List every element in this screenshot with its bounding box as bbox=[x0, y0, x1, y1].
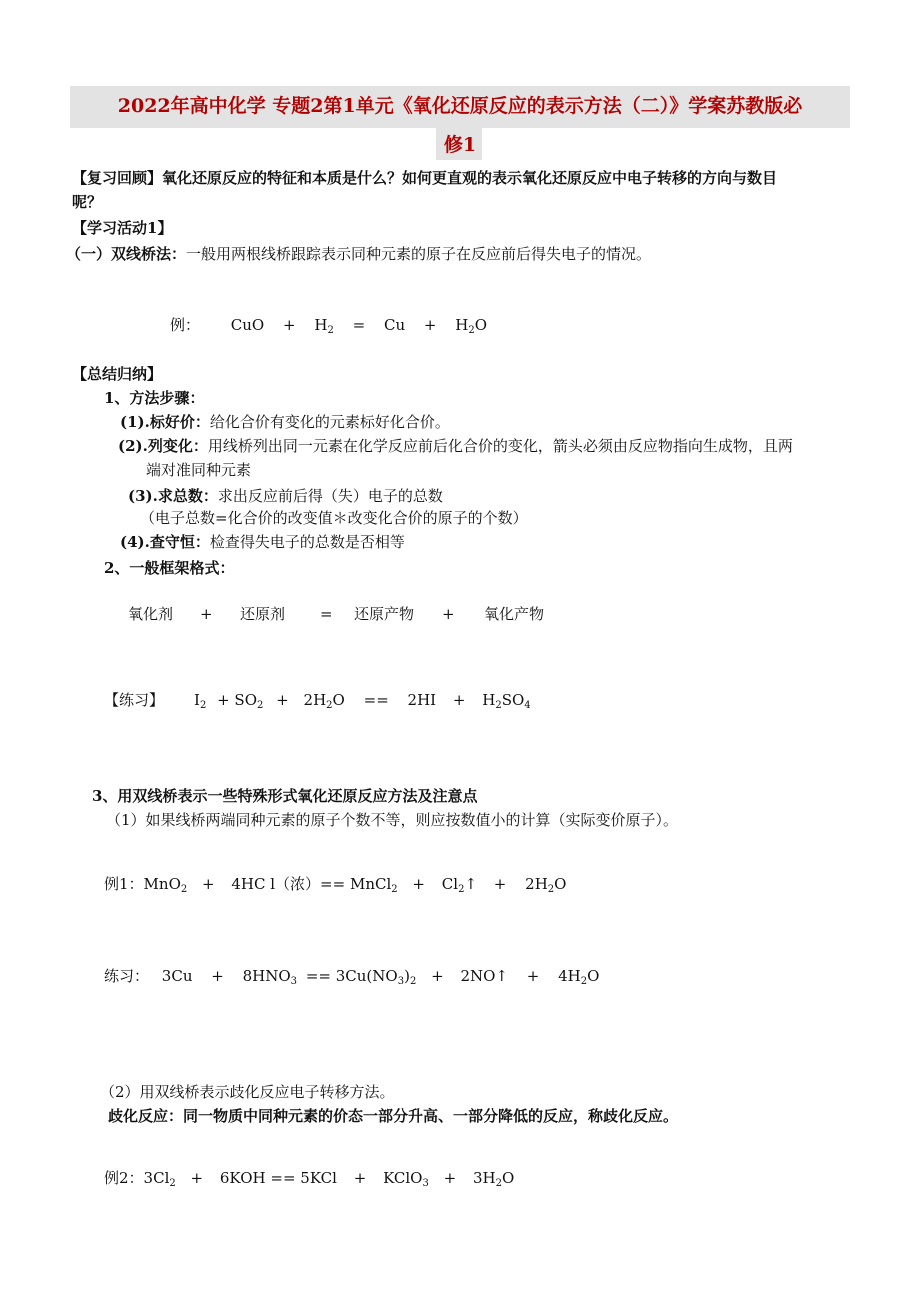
framework-oxidant: 氧化剂 bbox=[128, 605, 174, 623]
framework-plus: + bbox=[442, 605, 455, 623]
eq-term: 3H bbox=[472, 1169, 496, 1187]
example-prefix: 例： bbox=[170, 316, 201, 334]
eq-subscript: 2 bbox=[180, 884, 188, 895]
step-3 bbox=[128, 486, 443, 506]
step-3-label: (3).求总数： bbox=[128, 487, 218, 505]
eq-op: + bbox=[283, 316, 296, 334]
practice-prefix: 练习： bbox=[104, 967, 150, 985]
review-label: 【复习回顾】 bbox=[72, 169, 163, 187]
section-3-point-1: （1）如果线桥两端同种元素的原子个数不等，则应按数值小的计算（实际变价原子）。 bbox=[106, 811, 679, 829]
example-prefix: 例1： bbox=[104, 875, 144, 893]
section-3-title: 3、用双线桥表示一些特殊形式氧化还原反应方法及注意点 bbox=[92, 787, 478, 805]
method-label: （一）双线桥法： bbox=[66, 245, 187, 263]
example-prefix: 例2： bbox=[104, 1169, 144, 1187]
example-cuo-equation bbox=[170, 315, 487, 335]
page-title: 2022年高中化学 专题2第1单元《氧化还原反应的表示方法（二）》学案苏教版必 bbox=[117, 95, 803, 117]
eq-subscript: 2 bbox=[199, 700, 207, 711]
step-4-label: (4).查守恒： bbox=[120, 533, 210, 551]
steps-title: 1、方法步骤： bbox=[104, 389, 205, 407]
eq-term: O bbox=[501, 1169, 515, 1187]
eq-op: + bbox=[190, 1169, 204, 1187]
example-2-equation bbox=[104, 1168, 514, 1188]
eq-term: H bbox=[314, 316, 328, 334]
eq-subscript: 2 bbox=[580, 976, 588, 987]
eq-term: 2HI bbox=[407, 691, 437, 709]
eq-term: O bbox=[554, 875, 567, 893]
practice-equation bbox=[194, 690, 531, 710]
step-1 bbox=[120, 412, 450, 432]
eq-subscript: 2 bbox=[257, 700, 264, 711]
framework-plus: + bbox=[200, 605, 213, 623]
disproportion-definition: 歧化反应：同一物质中同种元素的价态一部分升高、一部分降低的反应，称歧化反应。 bbox=[108, 1107, 679, 1125]
page-title-line2: 修1 bbox=[443, 134, 477, 156]
eq-op: = bbox=[352, 316, 366, 334]
eq-term: 3Cl bbox=[143, 1169, 170, 1187]
summary-label: 【总结归纳】 bbox=[72, 365, 163, 383]
review-paragraph bbox=[72, 168, 777, 188]
eq-subscript: 2 bbox=[391, 884, 398, 895]
step-2-continued: 端对准同种元素 bbox=[146, 461, 252, 479]
eq-term: 6KOH == 5KCl bbox=[219, 1169, 337, 1187]
eq-term: 2H bbox=[525, 875, 548, 893]
eq-op: + bbox=[431, 967, 444, 985]
eq-op: == bbox=[363, 691, 389, 709]
eq-term: MnO bbox=[143, 875, 181, 893]
eq-term: O bbox=[587, 967, 600, 985]
step-3-text: 求出反应前后得（失）电子的总数 bbox=[217, 487, 443, 505]
eq-term: + SO bbox=[217, 691, 258, 709]
eq-subscript: 2 bbox=[409, 976, 417, 987]
eq-term: 2NO↑ bbox=[460, 967, 508, 985]
eq-subscript: 2 bbox=[327, 325, 334, 336]
eq-op: + bbox=[211, 967, 224, 985]
section-3-point-2: （2）用双线桥表示歧化反应电子转移方法。 bbox=[100, 1083, 395, 1101]
eq-term: H bbox=[482, 691, 496, 709]
framework-equals: = bbox=[320, 605, 333, 623]
eq-subscript: 2 bbox=[495, 1178, 502, 1189]
eq-term: ) bbox=[404, 967, 410, 985]
step-1-label: (1).标好价： bbox=[120, 413, 210, 431]
practice-2-equation bbox=[104, 966, 599, 986]
eq-op: + bbox=[202, 875, 215, 893]
framework-reduction-product: 还原产物 bbox=[354, 605, 415, 623]
eq-subscript: 4 bbox=[524, 700, 531, 711]
eq-op: + bbox=[423, 316, 437, 334]
method-text: 一般用两根线桥跟踪表示同种元素的原子在反应前后得失电子的情况。 bbox=[186, 245, 652, 263]
eq-term: == 3Cu(NO bbox=[305, 967, 398, 985]
eq-term: 4HC l（浓）== MnCl bbox=[231, 875, 392, 893]
method-paragraph bbox=[66, 244, 651, 264]
eq-op: + bbox=[452, 691, 466, 709]
practice-label: 【练习】 bbox=[104, 691, 165, 709]
eq-op: + bbox=[353, 1169, 367, 1187]
eq-subscript: 2 bbox=[458, 884, 465, 895]
eq-term: Cu bbox=[383, 316, 406, 334]
eq-op: + bbox=[443, 1169, 457, 1187]
eq-op: + bbox=[412, 875, 425, 893]
activity-label: 【学习活动1】 bbox=[72, 219, 173, 237]
eq-term: 2H bbox=[303, 691, 327, 709]
eq-subscript: 2 bbox=[169, 1178, 176, 1189]
up-arrow: ↑ bbox=[464, 875, 478, 893]
review-text-line2: 呢？ bbox=[72, 193, 103, 211]
eq-subscript: 2 bbox=[495, 700, 502, 711]
eq-term: O bbox=[332, 691, 345, 709]
eq-op: + bbox=[493, 875, 507, 893]
step-3-note: （电子总数=化合价的改变值＊改变化合价的原子的个数） bbox=[140, 509, 528, 527]
step-1-text: 给化合价有变化的元素标好化合价。 bbox=[209, 413, 450, 431]
step-2-label: (2).列变化： bbox=[118, 437, 208, 455]
eq-term: I bbox=[194, 691, 200, 709]
eq-op: + bbox=[276, 691, 289, 709]
eq-op: + bbox=[526, 967, 540, 985]
eq-term: 4H bbox=[558, 967, 581, 985]
eq-subscript: 3 bbox=[422, 1178, 429, 1189]
step-2 bbox=[118, 436, 793, 456]
eq-term: KClO bbox=[383, 1169, 423, 1187]
step-2-text: 用线桥列出同一元素在化学反应前后化合价的变化，箭头必须由反应物指向生成物，且两 bbox=[207, 437, 793, 455]
eq-term: H bbox=[455, 316, 469, 334]
eq-term: O bbox=[474, 316, 488, 334]
eq-subscript: 3 bbox=[397, 976, 405, 987]
framework-oxidation-product: 氧化产物 bbox=[484, 605, 545, 623]
eq-term: 8HNO bbox=[242, 967, 291, 985]
step-4-text: 检查得失电子的总数是否相等 bbox=[209, 533, 405, 551]
step-4 bbox=[120, 532, 405, 552]
review-text: 氧化还原反应的特征和本质是什么？如何更直观的表示氧化还原反应中电子转移的方向与数目 bbox=[162, 169, 778, 187]
eq-subscript: 2 bbox=[468, 325, 475, 336]
eq-subscript: 3 bbox=[290, 976, 298, 987]
eq-term: Cl bbox=[441, 875, 459, 893]
framework-reductant: 还原剂 bbox=[240, 605, 286, 623]
example-1-equation bbox=[104, 874, 566, 894]
eq-term: SO bbox=[501, 691, 525, 709]
eq-term: CuO bbox=[230, 316, 265, 334]
eq-subscript: 2 bbox=[547, 884, 555, 895]
eq-term: 3Cu bbox=[161, 967, 193, 985]
eq-subscript: 2 bbox=[326, 700, 333, 711]
framework-title: 2、一般框架格式： bbox=[104, 559, 235, 577]
